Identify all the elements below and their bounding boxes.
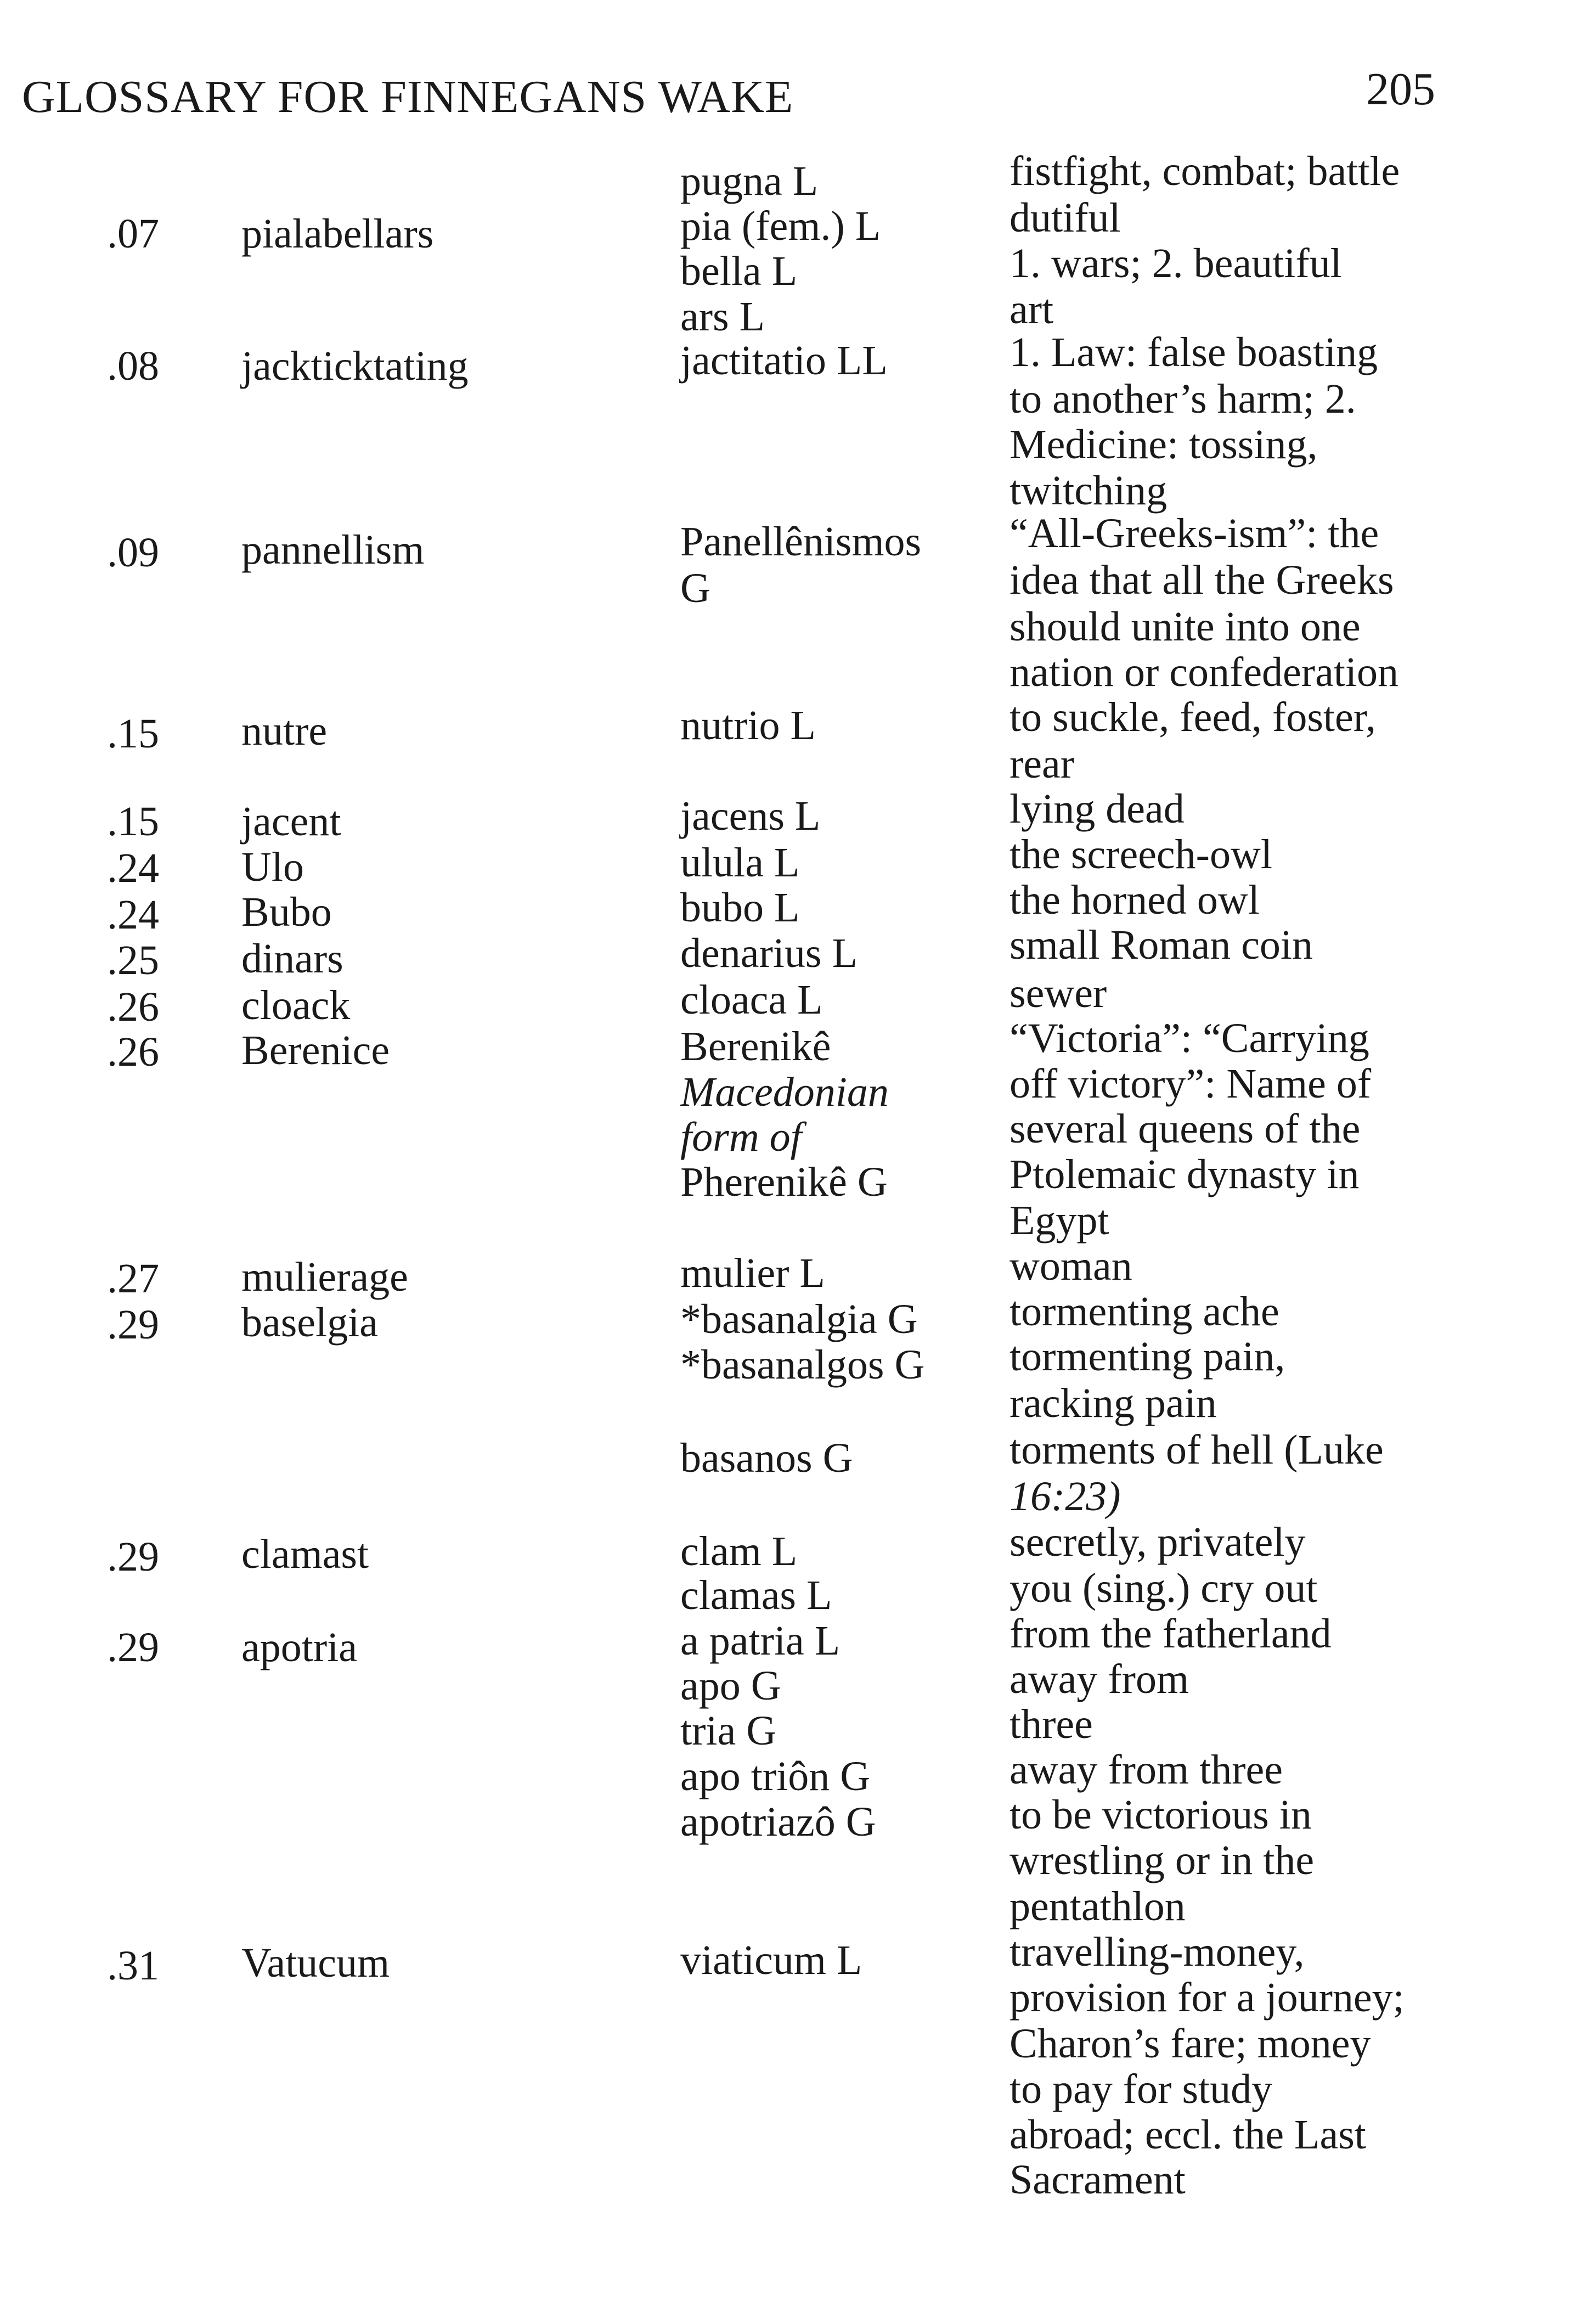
definition-text: pentathlon	[1010, 1883, 1186, 1929]
line-ref: .29	[107, 1302, 159, 1348]
definition-text: nation or confederation	[1010, 649, 1399, 695]
definition-text: several queens of the	[1010, 1106, 1361, 1152]
line-ref: .29	[107, 1624, 159, 1670]
source-text: *basanalgia G	[680, 1296, 918, 1342]
source-text: denarius L	[680, 930, 858, 976]
definition-text: Medicine: tossing,	[1010, 421, 1318, 468]
definition-text: sewer	[1010, 970, 1107, 1016]
definition-text: racking pain	[1010, 1380, 1217, 1426]
definition-text: small Roman coin	[1010, 922, 1313, 968]
source-text: *basanalgos G	[680, 1342, 925, 1388]
source-text: nutrio L	[680, 702, 816, 749]
source-text: apotriazô G	[680, 1799, 876, 1845]
source-text: clamas L	[680, 1572, 832, 1618]
line-ref: .31	[107, 1943, 159, 1989]
wake-word: clamast	[241, 1531, 369, 1577]
definition-text: to be victorious in	[1010, 1792, 1312, 1838]
wake-word: mulierage	[241, 1254, 408, 1300]
source-text: ars L	[680, 294, 765, 340]
definition-text: 1. wars; 2. beautiful	[1010, 240, 1342, 286]
definition-text: wrestling or in the	[1010, 1837, 1315, 1883]
definition-text: torments of hell (Luke	[1010, 1427, 1384, 1473]
definition-text: the screech-owl	[1010, 831, 1272, 877]
definition-text: “All-Greeks-ism”: the	[1010, 510, 1379, 556]
definition-text: Egypt	[1010, 1197, 1109, 1244]
source-text: tria G	[680, 1708, 777, 1754]
definition-text: tormenting pain,	[1010, 1334, 1285, 1380]
wake-word: Bubo	[241, 889, 332, 935]
definition-text: rear	[1010, 741, 1075, 787]
line-ref: .09	[107, 530, 159, 576]
source-text: viaticum L	[680, 1937, 862, 1983]
line-ref: .15	[107, 711, 159, 757]
line-ref: .15	[107, 798, 159, 845]
running-title: GLOSSARY FOR FINNEGANS WAKE	[22, 71, 794, 122]
definition-text: lying dead	[1010, 786, 1185, 832]
source-text: form of	[680, 1114, 802, 1160]
wake-word: Vatucum	[241, 1940, 390, 1986]
source-text: jacens L	[680, 793, 821, 839]
definition-text: 1. Law: false boasting	[1010, 329, 1378, 375]
line-ref: .26	[107, 1029, 159, 1075]
source-text: pugna L	[680, 158, 819, 204]
definition-text: 16:23)	[1010, 1473, 1121, 1520]
source-text: G	[680, 565, 710, 611]
wake-word: baselgia	[241, 1299, 379, 1346]
wake-word: nutre	[241, 708, 328, 754]
source-text: cloaca L	[680, 977, 823, 1023]
definition-text: three	[1010, 1701, 1093, 1747]
definition-text: Sacrament	[1010, 2157, 1186, 2203]
definition-text: tormenting ache	[1010, 1289, 1279, 1335]
definition-text: provision for a journey;	[1010, 1974, 1405, 2021]
source-text: clam L	[680, 1528, 798, 1574]
definition-text: away from	[1010, 1656, 1189, 1702]
line-ref: .08	[107, 343, 159, 389]
source-text: bubo L	[680, 885, 800, 931]
wake-word: apotria	[241, 1624, 358, 1670]
definition-text: art	[1010, 286, 1054, 333]
source-text: Pherenikê G	[680, 1159, 888, 1205]
source-text: Berenikê	[680, 1023, 831, 1070]
definition-text: to suckle, feed, foster,	[1010, 694, 1377, 740]
definition-text: away from three	[1010, 1747, 1283, 1793]
definition-text: travelling-money,	[1010, 1929, 1305, 1975]
line-ref: .29	[107, 1534, 159, 1580]
wake-word: Berenice	[241, 1027, 390, 1073]
wake-word: jackticktating	[241, 343, 469, 389]
line-ref: .24	[107, 845, 159, 891]
source-text: Macedonian	[680, 1069, 889, 1115]
line-ref: .25	[107, 937, 159, 983]
definition-text: abroad; eccl. the Last	[1010, 2112, 1366, 2158]
line-ref: .26	[107, 984, 159, 1030]
definition-text: to another’s harm; 2.	[1010, 376, 1356, 422]
source-text: Panellênismos	[680, 519, 922, 565]
definition-text: dutiful	[1010, 195, 1121, 241]
definition-text: “Victoria”: “Carrying	[1010, 1015, 1369, 1061]
definition-text: twitching	[1010, 468, 1168, 514]
definition-text: off victory”: Name of	[1010, 1061, 1372, 1107]
source-text: apo triôn G	[680, 1753, 871, 1799]
definition-text: to pay for study	[1010, 2066, 1273, 2112]
wake-word: cloack	[241, 982, 351, 1028]
definition-text: should unite into one	[1010, 604, 1361, 650]
source-text: a patria L	[680, 1618, 841, 1664]
definition-text: you (sing.) cry out	[1010, 1565, 1318, 1611]
wake-word: Ulo	[241, 844, 304, 890]
wake-word: dinars	[241, 936, 343, 982]
source-text: basanos G	[680, 1435, 853, 1481]
page-number: 205	[1366, 64, 1435, 115]
definition-text: Charon’s fare; money	[1010, 2021, 1371, 2067]
wake-word: jacent	[241, 798, 341, 845]
source-text: mulier L	[680, 1250, 825, 1296]
definition-text: idea that all the Greeks	[1010, 557, 1394, 603]
definition-text: secretly, privately	[1010, 1519, 1306, 1565]
source-text: apo G	[680, 1663, 781, 1709]
definition-text: woman	[1010, 1243, 1132, 1289]
line-ref: .24	[107, 892, 159, 938]
line-ref: .27	[107, 1256, 159, 1302]
line-ref: .07	[107, 211, 159, 257]
definition-text: the horned owl	[1010, 877, 1260, 923]
source-text: bella L	[680, 248, 798, 294]
source-text: pia (fem.) L	[680, 203, 881, 249]
source-text: ulula L	[680, 840, 800, 886]
wake-word: pannellism	[241, 527, 425, 573]
definition-text: fistfight, combat; battle	[1010, 148, 1400, 194]
source-text: jactitatio LL	[680, 337, 888, 384]
definition-text: from the fatherland	[1010, 1611, 1332, 1657]
definition-text: Ptolemaic dynasty in	[1010, 1151, 1360, 1197]
wake-word: pialabellars	[241, 211, 434, 257]
